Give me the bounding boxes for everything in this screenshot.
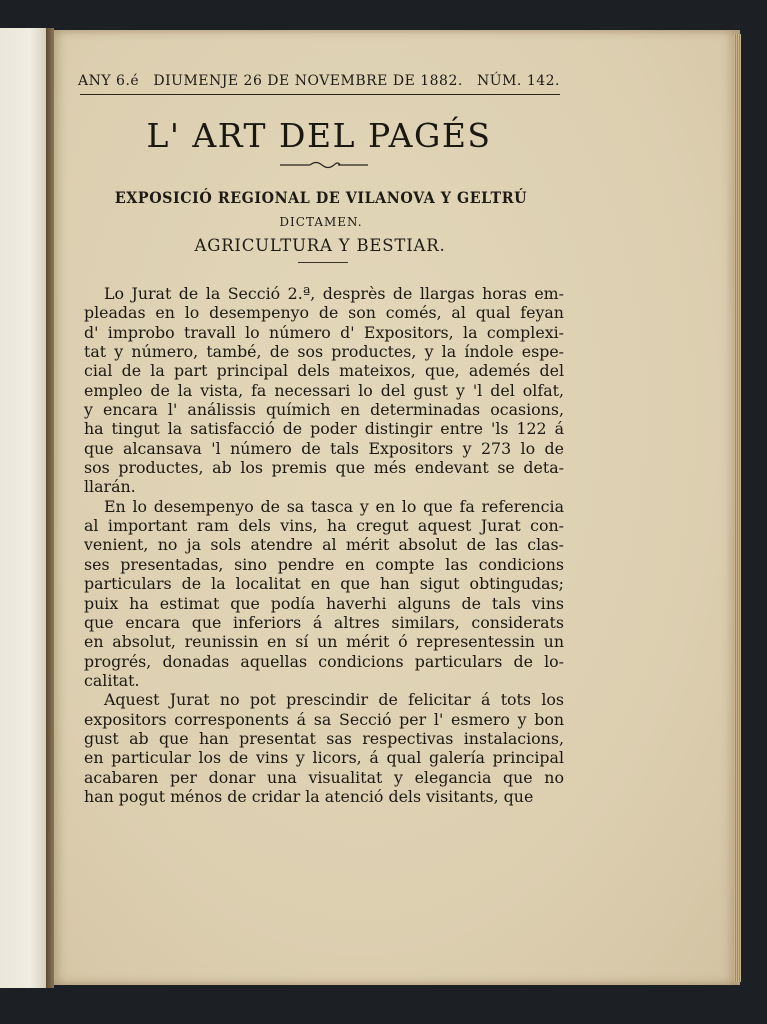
book-gutter <box>46 28 54 988</box>
page-stack-edge <box>734 34 741 982</box>
body-line: puix ha estimat que podía haverhi alguns de tals vins <box>84 593 564 613</box>
header-year: ANY 6.é <box>78 73 140 89</box>
body-line: y encara l' análissis químich en determinadas ocasions, <box>84 400 564 420</box>
header-date: DIUMENJE 26 DE NOVEMBRE DE 1882. <box>153 73 463 89</box>
body-line: tat y número, també, de sos productes, y la índole espe- <box>84 342 564 362</box>
body-line: pleadas en lo desempenyo de son comés, al qual feyan <box>84 303 564 323</box>
body-line: en absolut, reunissin en sí un mérit ó representessin un <box>84 632 564 652</box>
header-issue-number: NÚM. 142. <box>477 73 560 89</box>
article-body <box>84 284 564 806</box>
body-line: al important ram dels vins, ha cregut aquest Jurat con- <box>84 516 564 536</box>
publication-title: L' ART DEL PAGÉS <box>146 116 492 155</box>
ornament-divider <box>280 159 368 171</box>
body-line: ha tingut la satisfacció de poder distingir entre 'ls 122 á <box>84 419 564 439</box>
body-line: sos productes, ab los premis que més endevant se deta- <box>84 458 564 478</box>
section-heading: AGRICULTURA Y BESTIAR. <box>194 236 446 255</box>
section-rule <box>298 262 348 263</box>
left-page-edge <box>0 28 52 988</box>
body-line: que encara que inferiors á altres similars, considerats <box>84 612 564 632</box>
body-line: en particular los de vins y licors, á qual galería principal <box>84 748 564 768</box>
body-line: llarán. <box>84 477 136 497</box>
body-line: Aquest Jurat no pot prescindir de felicitar á tots los <box>104 690 564 710</box>
article-subheading: DICTAMEN. <box>279 215 363 229</box>
body-line: En lo desempenyo de sa tasca y en lo que fa referencia <box>104 496 564 516</box>
running-header <box>78 73 560 89</box>
header-rule <box>80 94 560 95</box>
body-line: acabaren per donar una visualitat y elegancia que no <box>84 767 564 787</box>
body-line: Lo Jurat de la Secció 2.ª, desprès de llargas horas em- <box>104 284 564 303</box>
body-line: han pogut ménos de cridar la atenció dels visitants, que <box>84 786 534 806</box>
article-heading: EXPOSICIÓ REGIONAL DE VILANOVA Y GELTRÚ <box>114 188 528 207</box>
body-line: empleo de la vista, fa necessari lo del gust y 'l del olfat, <box>84 380 564 400</box>
body-line: particulars de la localitat en que han sigut obtingudas; <box>84 574 564 594</box>
body-line: calitat. <box>84 670 140 690</box>
body-line: d' improbo travall lo número d' Expositors, la complexi- <box>84 322 564 342</box>
body-line: progrés, donadas aquellas condicions particulars de lo- <box>84 651 564 671</box>
body-line: gust ab que han presentat sas respectivas instalacions, <box>84 728 564 748</box>
body-line: cial de la part principal dels mateixos, que, ademés del <box>84 361 564 381</box>
body-line: que alcansava 'l número de tals Expositors y 273 lo de <box>84 438 564 458</box>
body-line: ses presentadas, sino pendre en compte las condicions <box>84 554 564 574</box>
body-line: expositors corresponents á sa Secció per l' esmero y bon <box>84 709 564 729</box>
body-line: venient, no ja sols atendre al mérit absolut de las clas- <box>84 535 564 555</box>
